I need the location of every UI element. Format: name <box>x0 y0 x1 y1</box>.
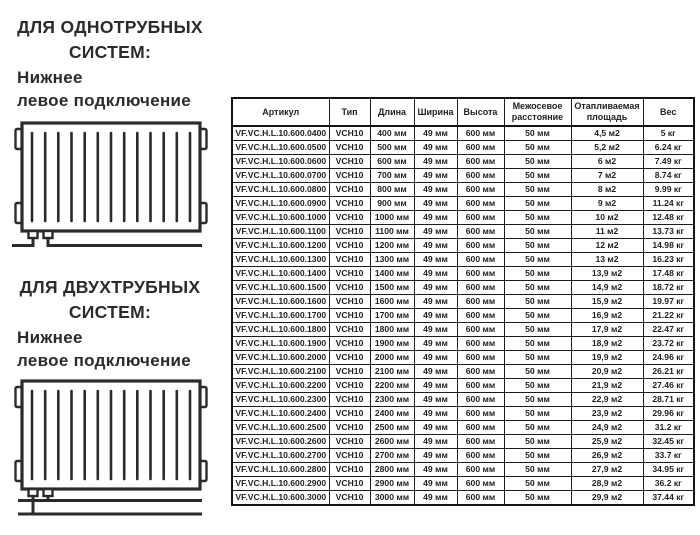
table-row <box>232 435 694 449</box>
table-cell: 22.47 кг <box>643 323 694 337</box>
table-cell: 600 мм <box>457 211 504 225</box>
table-cell: 28.71 кг <box>643 393 694 407</box>
column-header: Ширина <box>414 98 457 126</box>
table-row <box>232 491 694 506</box>
table-cell: 16.23 кг <box>643 253 694 267</box>
table-cell: 8.74 кг <box>643 169 694 183</box>
table-cell: 8 м2 <box>571 183 643 197</box>
radiator-two-pipe-diagram <box>10 377 222 522</box>
table-cell: 49 мм <box>414 211 457 225</box>
table-cell: 49 мм <box>414 281 457 295</box>
table-cell: 34.95 кг <box>643 463 694 477</box>
table-cell: 2000 мм <box>370 351 414 365</box>
table-cell: 21,9 м2 <box>571 379 643 393</box>
table-cell: 50 мм <box>504 126 571 141</box>
table-cell: VCH10 <box>329 323 370 337</box>
table-cell: 50 мм <box>504 337 571 351</box>
table-row <box>232 295 694 309</box>
table-cell: 600 мм <box>457 197 504 211</box>
table-row <box>232 267 694 281</box>
table-cell: 500 мм <box>370 141 414 155</box>
table-cell: 50 мм <box>504 351 571 365</box>
table-cell: VCH10 <box>329 351 370 365</box>
column-header: Межосевое расстояние <box>504 98 571 126</box>
table-cell: VCH10 <box>329 379 370 393</box>
table-cell: VCH10 <box>329 169 370 183</box>
table-cell: 4,5 м2 <box>571 126 643 141</box>
table-cell: 600 мм <box>457 337 504 351</box>
table-cell: 49 мм <box>414 225 457 239</box>
table-cell: 50 мм <box>504 393 571 407</box>
column-header: Вес <box>643 98 694 126</box>
table-row <box>232 393 694 407</box>
table-cell: 33.7 кг <box>643 449 694 463</box>
table-cell: VF.VC.H.L.10.600.2900 <box>232 477 329 491</box>
table-cell: 7.49 кг <box>643 155 694 169</box>
table-cell: 32.45 кг <box>643 435 694 449</box>
table-cell: 50 мм <box>504 449 571 463</box>
table-cell: 600 мм <box>457 393 504 407</box>
table-cell: 49 мм <box>414 155 457 169</box>
table-cell: 800 мм <box>370 183 414 197</box>
table-cell: 49 мм <box>414 267 457 281</box>
table-cell: VF.VC.H.L.10.600.2200 <box>232 379 329 393</box>
table-row <box>232 323 694 337</box>
table-cell: 49 мм <box>414 141 457 155</box>
table-row <box>232 351 694 365</box>
table-cell: 49 мм <box>414 126 457 141</box>
table-cell: 50 мм <box>504 141 571 155</box>
table-cell: VF.VC.H.L.10.600.1800 <box>232 323 329 337</box>
table-cell: VF.VC.H.L.10.600.3000 <box>232 491 329 506</box>
table-cell: 49 мм <box>414 337 457 351</box>
title-line: СИСТЕМ: <box>68 42 152 62</box>
table-cell: 49 мм <box>414 351 457 365</box>
table-cell: 49 мм <box>414 449 457 463</box>
table-cell: 600 мм <box>457 463 504 477</box>
table-cell: 50 мм <box>504 155 571 169</box>
table-cell: 49 мм <box>414 365 457 379</box>
subtitle-line: Нижнее <box>17 328 83 347</box>
table-cell: VCH10 <box>329 421 370 435</box>
table-cell: VF.VC.H.L.10.600.0900 <box>232 197 329 211</box>
table-cell: 600 мм <box>457 435 504 449</box>
table-cell: 49 мм <box>414 477 457 491</box>
table-cell: 31.2 кг <box>643 421 694 435</box>
table-cell: VCH10 <box>329 477 370 491</box>
title-line: СИСТЕМ: <box>68 302 152 322</box>
title-line: ДЛЯ ОДНОТРУБНЫХ <box>17 17 203 37</box>
table-cell: 22,9 м2 <box>571 393 643 407</box>
column-header: Отапливаемая площадь <box>571 98 643 126</box>
table-cell: VF.VC.H.L.10.600.1700 <box>232 309 329 323</box>
table-cell: 26.21 кг <box>643 365 694 379</box>
table-row <box>232 421 694 435</box>
table-cell: 49 мм <box>414 407 457 421</box>
table-cell: 49 мм <box>414 169 457 183</box>
table-cell: 49 мм <box>414 379 457 393</box>
subtitle-line: Нижнее <box>17 68 83 87</box>
section-title-single-pipe <box>8 15 212 65</box>
table-cell: 2700 мм <box>370 449 414 463</box>
table-cell: 15,9 м2 <box>571 295 643 309</box>
table-cell: VF.VC.H.L.10.600.1000 <box>232 211 329 225</box>
table-cell: VF.VC.H.L.10.600.1900 <box>232 337 329 351</box>
table-cell: 2100 мм <box>370 365 414 379</box>
table-cell: 49 мм <box>414 183 457 197</box>
table-cell: 50 мм <box>504 197 571 211</box>
table-cell: 50 мм <box>504 183 571 197</box>
connection-diagrams-panel <box>0 0 230 535</box>
table-cell: VF.VC.H.L.10.600.0800 <box>232 183 329 197</box>
table-cell: 49 мм <box>414 491 457 506</box>
table-row <box>232 169 694 183</box>
table-cell: VF.VC.H.L.10.600.1100 <box>232 225 329 239</box>
table-cell: 11.24 кг <box>643 197 694 211</box>
table-cell: 1600 мм <box>370 295 414 309</box>
table-cell: VF.VC.H.L.10.600.2100 <box>232 365 329 379</box>
table-cell: VF.VC.H.L.10.600.0600 <box>232 155 329 169</box>
table-cell: VF.VC.H.L.10.600.2500 <box>232 421 329 435</box>
table-cell: 400 мм <box>370 126 414 141</box>
subtitle-line: левое подключение <box>17 91 192 110</box>
table-cell: 13.73 кг <box>643 225 694 239</box>
table-cell: VCH10 <box>329 365 370 379</box>
table-cell: 600 мм <box>457 309 504 323</box>
table-cell: 600 мм <box>457 253 504 267</box>
table-row <box>232 337 694 351</box>
column-header: Артикул <box>232 98 329 126</box>
table-cell: VCH10 <box>329 337 370 351</box>
table-cell: VF.VC.H.L.10.600.0700 <box>232 169 329 183</box>
table-cell: 600 мм <box>457 295 504 309</box>
table-row <box>232 126 694 141</box>
table-cell: 50 мм <box>504 295 571 309</box>
table-cell: 600 мм <box>457 126 504 141</box>
table-cell: 23.72 кг <box>643 337 694 351</box>
table-cell: 5 кг <box>643 126 694 141</box>
table-cell: 2500 мм <box>370 421 414 435</box>
table-row <box>232 407 694 421</box>
table-cell: 49 мм <box>414 197 457 211</box>
table-cell: 25,9 м2 <box>571 435 643 449</box>
table-cell: 12.48 кг <box>643 211 694 225</box>
table-cell: 600 мм <box>457 323 504 337</box>
table-cell: VF.VC.H.L.10.600.2600 <box>232 435 329 449</box>
table-cell: 18,9 м2 <box>571 337 643 351</box>
table-cell: VCH10 <box>329 463 370 477</box>
table-cell: 3000 мм <box>370 491 414 506</box>
subtitle-line: левое подключение <box>17 351 192 370</box>
table-cell: VCH10 <box>329 183 370 197</box>
column-header: Тип <box>329 98 370 126</box>
table-cell: 50 мм <box>504 309 571 323</box>
table-row <box>232 477 694 491</box>
table-cell: 1300 мм <box>370 253 414 267</box>
table-cell: 50 мм <box>504 365 571 379</box>
radiator-single-pipe-diagram <box>10 119 222 255</box>
table-cell: 50 мм <box>504 477 571 491</box>
table-cell: 16,9 м2 <box>571 309 643 323</box>
table-cell: VF.VC.H.L.10.600.2300 <box>232 393 329 407</box>
table-cell: VF.VC.H.L.10.600.0500 <box>232 141 329 155</box>
table-cell: 600 мм <box>457 225 504 239</box>
table-cell: 600 мм <box>457 183 504 197</box>
table-cell: VF.VC.H.L.10.600.0400 <box>232 126 329 141</box>
table-cell: 600 мм <box>457 239 504 253</box>
spec-table <box>231 97 695 506</box>
table-cell: 26,9 м2 <box>571 449 643 463</box>
table-cell: 600 мм <box>457 407 504 421</box>
table-row <box>232 239 694 253</box>
table-cell: 11 м2 <box>571 225 643 239</box>
table-cell: 50 мм <box>504 491 571 506</box>
spec-table-header-row <box>232 98 694 126</box>
table-row <box>232 281 694 295</box>
subtitle-bottom-left-connection <box>17 326 217 372</box>
table-cell: 600 мм <box>370 155 414 169</box>
table-cell: 600 мм <box>457 449 504 463</box>
table-row <box>232 463 694 477</box>
subtitle-bottom-left-connection <box>17 66 217 112</box>
table-cell: 50 мм <box>504 463 571 477</box>
table-cell: 29.96 кг <box>643 407 694 421</box>
table-cell: 17,9 м2 <box>571 323 643 337</box>
table-cell: 1000 мм <box>370 211 414 225</box>
table-cell: 600 мм <box>457 477 504 491</box>
table-cell: 1200 мм <box>370 239 414 253</box>
table-cell: 19,9 м2 <box>571 351 643 365</box>
table-cell: VF.VC.H.L.10.600.2700 <box>232 449 329 463</box>
table-cell: 50 мм <box>504 379 571 393</box>
table-cell: 37.44 кг <box>643 491 694 506</box>
table-cell: VCH10 <box>329 211 370 225</box>
table-cell: 5,2 м2 <box>571 141 643 155</box>
table-cell: VCH10 <box>329 141 370 155</box>
table-cell: 10 м2 <box>571 211 643 225</box>
table-cell: 28,9 м2 <box>571 477 643 491</box>
table-row <box>232 211 694 225</box>
table-cell: 9.99 кг <box>643 183 694 197</box>
table-cell: 49 мм <box>414 253 457 267</box>
table-cell: VCH10 <box>329 267 370 281</box>
table-cell: 2300 мм <box>370 393 414 407</box>
table-cell: 21.22 кг <box>643 309 694 323</box>
table-row <box>232 379 694 393</box>
table-cell: 50 мм <box>504 211 571 225</box>
table-cell: VF.VC.H.L.10.600.2000 <box>232 351 329 365</box>
table-cell: 900 мм <box>370 197 414 211</box>
table-cell: VF.VC.H.L.10.600.2400 <box>232 407 329 421</box>
table-cell: VF.VC.H.L.10.600.1300 <box>232 253 329 267</box>
table-cell: 12 м2 <box>571 239 643 253</box>
table-cell: 1900 мм <box>370 337 414 351</box>
section-title-two-pipe <box>8 275 212 325</box>
table-cell: 600 мм <box>457 379 504 393</box>
table-cell: VCH10 <box>329 225 370 239</box>
table-cell: 6.24 кг <box>643 141 694 155</box>
table-row <box>232 141 694 155</box>
table-cell: 49 мм <box>414 309 457 323</box>
table-cell: 600 мм <box>457 491 504 506</box>
table-cell: 1800 мм <box>370 323 414 337</box>
table-cell: 24,9 м2 <box>571 421 643 435</box>
table-cell: 600 мм <box>457 169 504 183</box>
table-cell: 50 мм <box>504 225 571 239</box>
column-header: Высота <box>457 98 504 126</box>
table-cell: 49 мм <box>414 295 457 309</box>
table-cell: VF.VC.H.L.10.600.1500 <box>232 281 329 295</box>
table-cell: 23,9 м2 <box>571 407 643 421</box>
table-cell: VCH10 <box>329 239 370 253</box>
table-cell: 18.72 кг <box>643 281 694 295</box>
table-cell: VCH10 <box>329 449 370 463</box>
table-cell: 50 мм <box>504 169 571 183</box>
table-cell: VCH10 <box>329 407 370 421</box>
table-row <box>232 155 694 169</box>
table-row <box>232 309 694 323</box>
table-cell: 27.46 кг <box>643 379 694 393</box>
table-cell: VCH10 <box>329 197 370 211</box>
table-cell: 2400 мм <box>370 407 414 421</box>
table-cell: 27,9 м2 <box>571 463 643 477</box>
table-cell: 2800 мм <box>370 463 414 477</box>
table-row <box>232 365 694 379</box>
table-cell: 2200 мм <box>370 379 414 393</box>
table-cell: 600 мм <box>457 155 504 169</box>
table-cell: 20,9 м2 <box>571 365 643 379</box>
table-cell: VCH10 <box>329 309 370 323</box>
table-cell: 600 мм <box>457 351 504 365</box>
table-cell: 1700 мм <box>370 309 414 323</box>
table-cell: VCH10 <box>329 435 370 449</box>
table-cell: 14.98 кг <box>643 239 694 253</box>
table-cell: 13 м2 <box>571 253 643 267</box>
table-row <box>232 225 694 239</box>
table-cell: 49 мм <box>414 393 457 407</box>
table-cell: VCH10 <box>329 126 370 141</box>
table-cell: 9 м2 <box>571 197 643 211</box>
table-cell: VCH10 <box>329 253 370 267</box>
table-cell: 29,9 м2 <box>571 491 643 506</box>
table-cell: VCH10 <box>329 491 370 506</box>
table-cell: 17.48 кг <box>643 267 694 281</box>
table-cell: 600 мм <box>457 421 504 435</box>
table-cell: VCH10 <box>329 281 370 295</box>
table-cell: 49 мм <box>414 435 457 449</box>
table-cell: 13,9 м2 <box>571 267 643 281</box>
table-cell: 50 мм <box>504 253 571 267</box>
table-cell: 1500 мм <box>370 281 414 295</box>
table-cell: 49 мм <box>414 421 457 435</box>
table-cell: 50 мм <box>504 421 571 435</box>
table-cell: 600 мм <box>457 365 504 379</box>
table-row <box>232 183 694 197</box>
table-cell: 600 мм <box>457 281 504 295</box>
table-row <box>232 253 694 267</box>
table-cell: 600 мм <box>457 141 504 155</box>
table-cell: 50 мм <box>504 281 571 295</box>
spec-table-body <box>232 126 694 505</box>
table-cell: 50 мм <box>504 267 571 281</box>
column-header: Длина <box>370 98 414 126</box>
table-cell: 36.2 кг <box>643 477 694 491</box>
table-cell: 14,9 м2 <box>571 281 643 295</box>
table-row <box>232 197 694 211</box>
table-cell: 7 м2 <box>571 169 643 183</box>
table-cell: 50 мм <box>504 407 571 421</box>
table-cell: 50 мм <box>504 323 571 337</box>
table-cell: VF.VC.H.L.10.600.2800 <box>232 463 329 477</box>
table-cell: 700 мм <box>370 169 414 183</box>
table-cell: 24.96 кг <box>643 351 694 365</box>
table-cell: 2600 мм <box>370 435 414 449</box>
table-cell: VF.VC.H.L.10.600.1200 <box>232 239 329 253</box>
table-cell: 600 мм <box>457 267 504 281</box>
table-cell: VCH10 <box>329 155 370 169</box>
table-cell: VF.VC.H.L.10.600.1400 <box>232 267 329 281</box>
table-cell: 49 мм <box>414 463 457 477</box>
table-cell: 2900 мм <box>370 477 414 491</box>
table-cell: 50 мм <box>504 435 571 449</box>
table-cell: 6 м2 <box>571 155 643 169</box>
table-row <box>232 449 694 463</box>
table-cell: VCH10 <box>329 295 370 309</box>
table-cell: 49 мм <box>414 239 457 253</box>
table-cell: 1100 мм <box>370 225 414 239</box>
table-cell: VCH10 <box>329 393 370 407</box>
table-cell: 50 мм <box>504 239 571 253</box>
table-cell: 1400 мм <box>370 267 414 281</box>
table-cell: VF.VC.H.L.10.600.1600 <box>232 295 329 309</box>
table-cell: 19.97 кг <box>643 295 694 309</box>
title-line: ДЛЯ ДВУХТРУБНЫХ <box>19 277 201 297</box>
table-cell: 49 мм <box>414 323 457 337</box>
